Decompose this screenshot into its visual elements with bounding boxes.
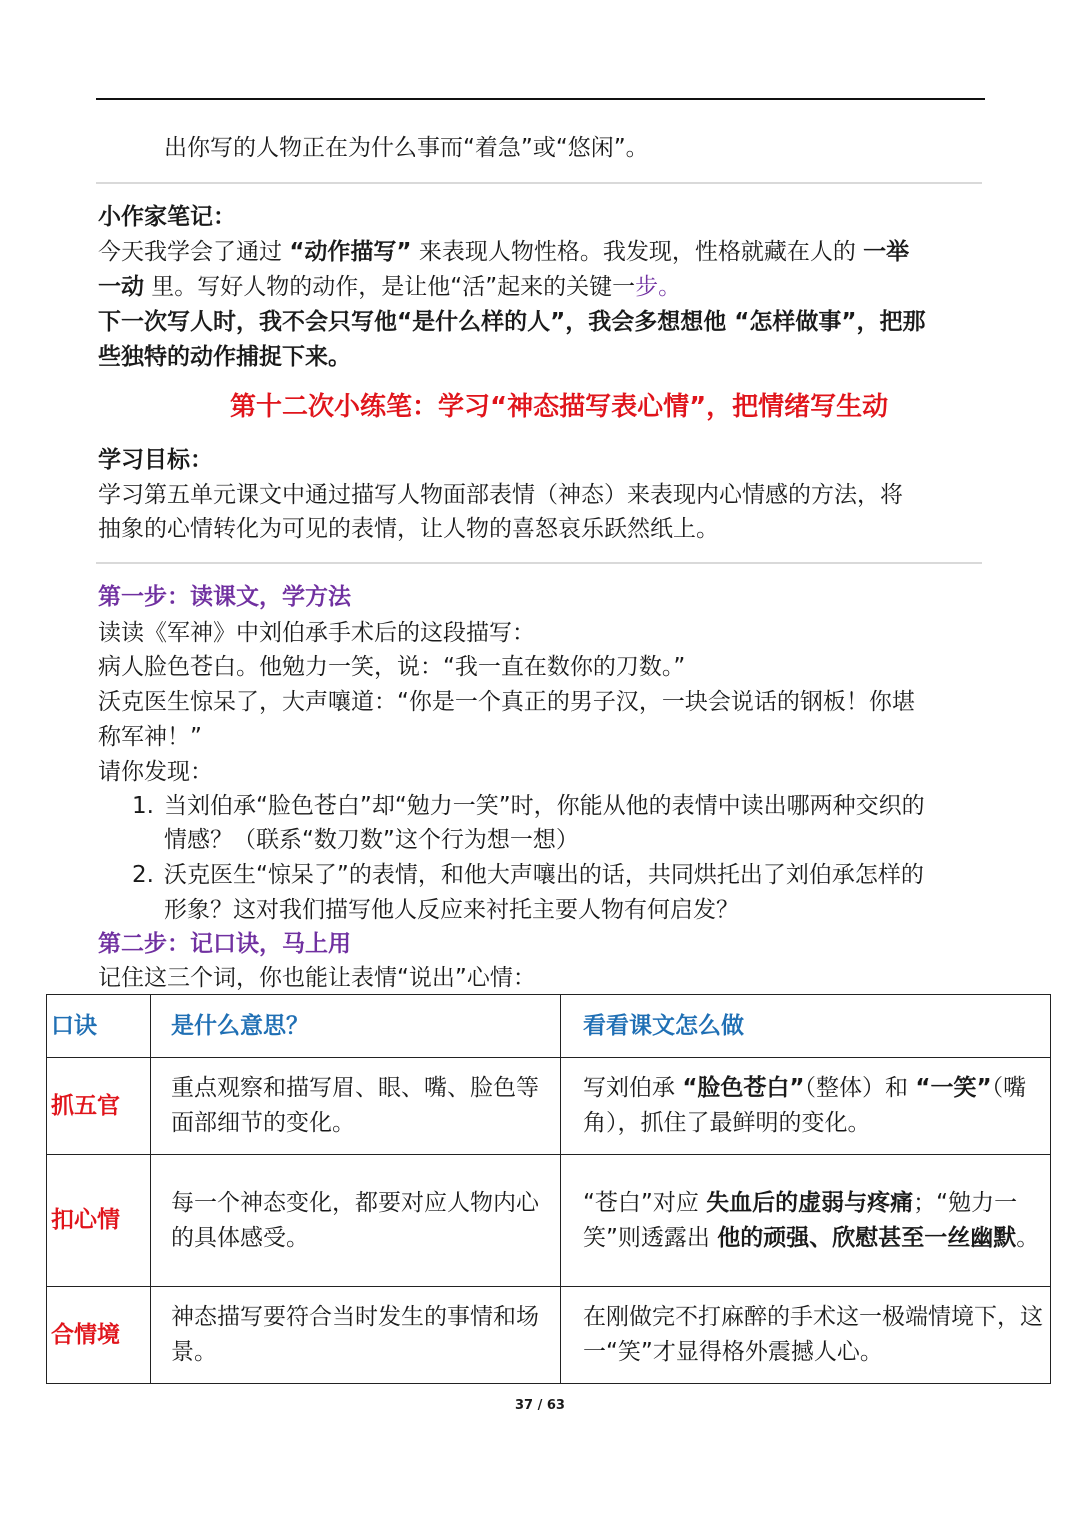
goal-line: 抽象的心情转化为可见的表情，让人物的喜怒哀乐跃然纸上。 [98,516,719,542]
step1-line: 请你发现： [98,759,213,785]
table-row [47,1058,1051,1155]
table-row [47,1155,1051,1287]
header-cell: 是什么意思？ [151,995,561,1058]
mnemonic-table [46,994,1051,1384]
question-text: 当刘伯承“脸色苍白”却“勉力一笑”时，你能从他的表情中读出哪两种交织的 [164,793,925,819]
mnemonic-key: 扣心情 [47,1155,151,1287]
question-text: 情感？（联系“数刀数”这个行为想一想） [164,827,579,853]
question-number: 2. [132,862,154,888]
intro-line: 出你写的人物正在为什么事而“着急”或“悠闲”。 [164,135,649,161]
table-header-row [47,995,1051,1058]
step2-intro: 记住这三个词，你也能让表情“说出”心情： [98,965,536,991]
divider [96,182,982,184]
notes-heading: 小作家笔记： [98,204,236,230]
step1-heading: 第一步：读课文，学方法 [98,584,351,610]
header-cell: 口诀 [47,995,151,1058]
goal-heading: 学习目标： [98,447,213,473]
notes-emphasis-line: 些独特的动作捕捉下来。 [98,344,351,370]
lesson-title: 第十二次小练笔：学习“神态描写表心情”，把情绪写生动 [230,392,889,422]
example-cell: “苍白”对应 失血后的虚弱与疼痛；“勉力一笑”则透露出 他的顽强、欣慰甚至一丝幽默。 [561,1155,1051,1287]
notes-paragraph-line: 一动 里。写好人物的动作，是让他“活”起来的关键一步。 [98,274,682,300]
example-cell: 写刘伯承 “脸色苍白”（整体）和 “一笑”（嘴角），抓住了最鲜明的变化。 [561,1058,1051,1155]
header-cell: 看看课文怎么做 [561,995,1051,1058]
divider [96,562,982,564]
notes-emphasis-line: 下一次写人时，我不会只写他“是什么样的人”，我会多想想他 “怎样做事”，把那 [98,309,926,335]
step1-line: 读读《军神》中刘伯承手术后的这段描写： [98,620,535,646]
mnemonic-key: 抓五官 [47,1058,151,1155]
meaning-cell: 重点观察和描写眉、眼、嘴、脸色等面部细节的变化。 [151,1058,561,1155]
question-number: 1. [132,793,154,819]
step2-heading: 第二步：记口诀，马上用 [98,931,351,957]
question-text: 沃克医生“惊呆了”的表情，和他大声嚷出的话，共同烘托出了刘伯承怎样的 [164,862,924,888]
step1-line: 病人脸色苍白。他勉力一笑，说：“我一直在数你的刀数。” [98,654,686,680]
example-cell: 在刚做完不打麻醉的手术这一极端情境下，这一“笑”才显得格外震撼人心。 [561,1287,1051,1384]
step1-line: 沃克医生惊呆了，大声嚷道：“你是一个真正的男子汉，一块会说话的钢板！你堪 [98,689,915,715]
goal-line: 学习第五单元课文中通过描写人物面部表情（神态）来表现内心情感的方法，将 [98,482,903,508]
notes-paragraph-line: 今天我学会了通过 “动作描写” 来表现人物性格。我发现，性格就藏在人的 一举 [98,239,910,265]
page-number: 37 / 63 [515,1398,565,1413]
top-rule [96,98,985,100]
step1-line: 称军神！” [98,724,202,750]
table-row [47,1287,1051,1384]
meaning-cell: 神态描写要符合当时发生的事情和场景。 [151,1287,561,1384]
mnemonic-key: 合情境 [47,1287,151,1384]
meaning-cell: 每一个神态变化，都要对应人物内心的具体感受。 [151,1155,561,1287]
question-text: 形象？这对我们描写他人反应来衬托主要人物有何启发？ [164,897,739,923]
